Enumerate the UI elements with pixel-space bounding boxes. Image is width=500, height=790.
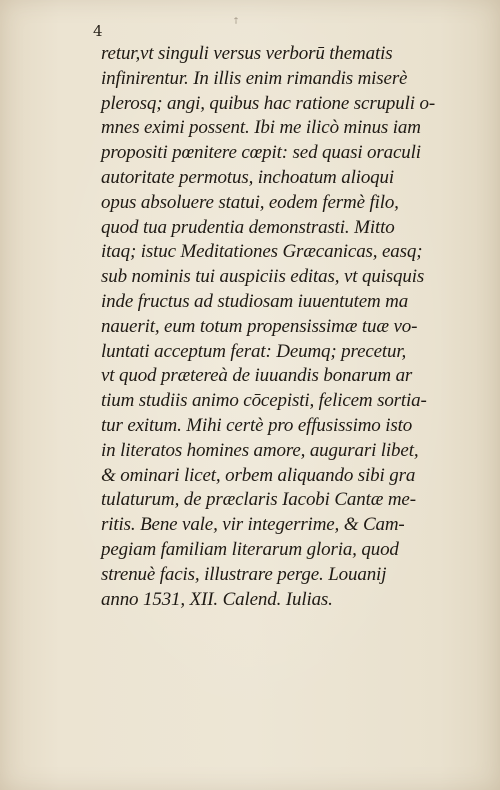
text-line: vt quod prætereà de iuuandis bonarum ar xyxy=(101,365,413,387)
text-line: propositi pœnitere cœpit: sed quasi oraculi xyxy=(101,142,421,164)
text-line: inde fructus ad studiosam iuuentutem ma xyxy=(101,290,409,312)
page-number: 4 xyxy=(93,22,103,40)
text-line: tur exitum. Mihi certè pro effusissimo isto xyxy=(101,414,413,436)
text-line: tulaturum, de præclaris Iacobi Cantæ me- xyxy=(101,489,416,511)
text-line: anno 1531, XII. Calend. Iulias. xyxy=(101,588,333,610)
text-line: infinirentur. In illis enim rimandis miserè xyxy=(101,67,408,89)
stray-printer-mark: † xyxy=(234,16,238,25)
text-line: itaq; istuc Meditationes Græcanicas, easq; xyxy=(101,241,423,263)
text-line: nauerit, eum totum propensissimæ tuæ vo- xyxy=(101,315,418,337)
text-line: tium studiis animo cōcepisti, felicem sortia- xyxy=(101,390,427,412)
text-line: in literatos homines amore, augurari libet, xyxy=(101,439,419,461)
text-line: luntati acceptum ferat: Deumq; precetur, xyxy=(101,340,407,362)
text-line: sub nominis tui auspiciis editas, vt quisquis xyxy=(101,266,425,288)
text-line: autoritate permotus, inchoatum alioqui xyxy=(101,166,395,188)
text-line: ritis. Bene vale, vir integerrime, & Cam- xyxy=(101,514,405,536)
text-line: mnes eximi possent. Ibi me ilicò minus iam xyxy=(101,117,421,139)
body-text xyxy=(101,42,481,612)
text-line: plerosq; angi, quibus hac ratione scrupuli o- xyxy=(101,92,435,114)
text-line: retur,vt singuli versus verborū thematis xyxy=(101,43,393,64)
text-line: quod tua prudentia demonstrasti. Mitto xyxy=(101,216,395,238)
text-line: & ominari licet, orbem aliquando sibi gra xyxy=(101,464,416,486)
text-line: strenuè facis, illustrare perge. Louanij xyxy=(101,563,387,585)
text-line: opus absoluere statui, eodem fermè filo, xyxy=(101,191,399,213)
text-line: pegiam familiam literarum gloria, quod xyxy=(101,538,399,560)
